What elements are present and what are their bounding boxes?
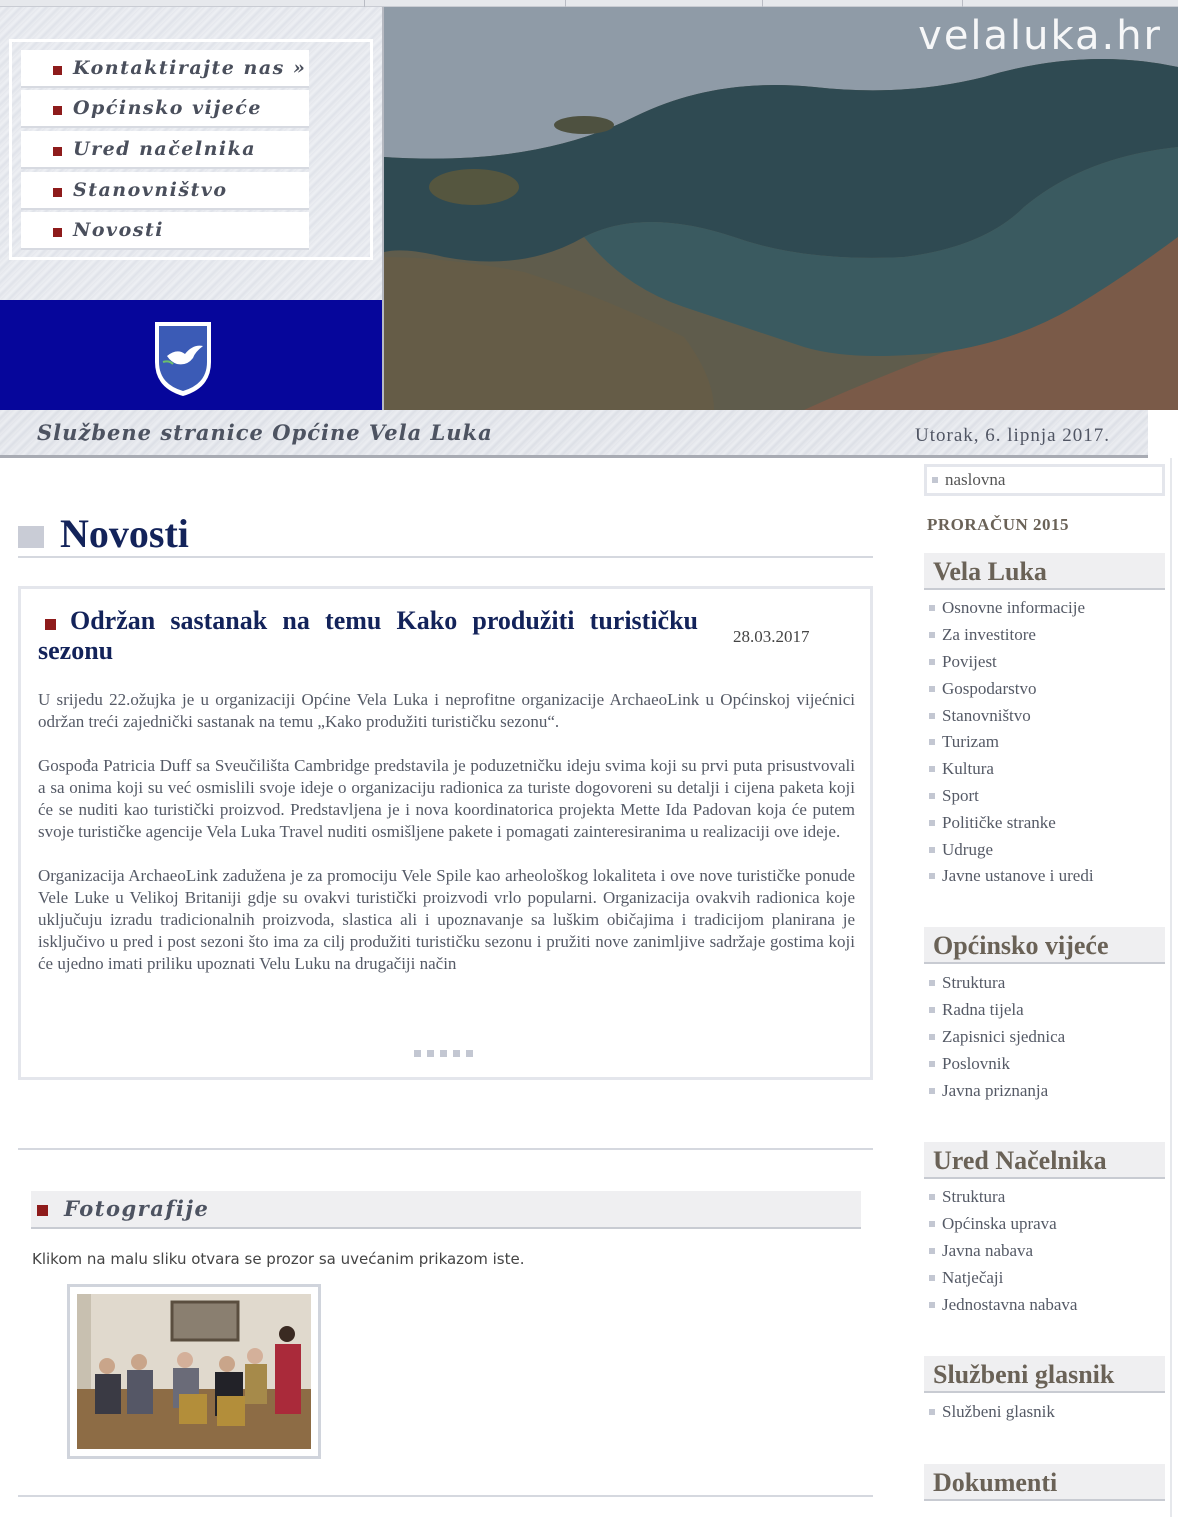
sidebar-link-label: Osnovne informacije [942,598,1086,618]
sidebar-link[interactable] [924,1211,1165,1238]
sidebar-link-label: Političke stranke [942,812,1056,832]
crest-panel [0,300,384,410]
article-title[interactable]: Održan sastanak na temu Kako produžiti turističku sezonu [38,606,698,665]
sidebar-link[interactable] [924,997,1165,1024]
bullet-icon [929,686,935,692]
sidebar-link[interactable] [924,809,1165,836]
page-title: Novosti [60,511,189,556]
article-date: 28.03.2017 [733,627,810,646]
section-list-council [924,970,1165,1104]
nav-label: Općinsko vijeće [73,97,262,119]
section-heading-council: Općinsko vijeće [924,927,1165,964]
section-heading-vela-luka: Vela Luka [924,553,1165,590]
sidebar-link-label: Kultura [942,759,994,779]
header-aerial-photo [384,7,1178,410]
bullet-icon [929,713,935,719]
article-body [38,689,855,997]
bullet-icon [929,1275,935,1281]
sidebar-link[interactable] [924,1264,1165,1291]
photos-heading: Fotografije [64,1196,210,1221]
news-article [18,586,873,1080]
bullet-icon [929,1221,935,1227]
sidebar-link[interactable] [924,1077,1165,1104]
sidebar-link[interactable] [924,1024,1165,1051]
coat-of-arms-logo[interactable] [151,318,215,398]
sidebar-border [1170,458,1172,1517]
bullet-icon [929,1034,935,1040]
sidebar-link-label: Javna nabava [942,1240,1034,1260]
sidebar-link-label: Struktura [942,1187,1006,1207]
sidebar-link[interactable] [924,970,1165,997]
divider [18,1148,873,1150]
sidebar-link-label: Gospodarstvo [942,678,1037,698]
bullet-icon [53,106,62,115]
sidebar-link[interactable] [924,702,1165,729]
sidebar-link[interactable] [924,729,1165,756]
bullet-icon [929,873,935,879]
budget-link[interactable]: PRORAČUN 2015 [927,515,1070,534]
sidebar-link-label: Udruge [942,839,993,859]
bullet-icon [929,766,935,772]
bullet-icon [929,793,935,799]
sidebar-link-label: Poslovnik [942,1053,1011,1073]
site-header [0,7,1178,410]
main-content [0,458,900,1517]
sidebar-link-label: Struktura [942,973,1006,993]
bullet-icon [929,1061,935,1067]
bullet-icon [53,188,62,197]
right-sidebar [924,458,1168,1517]
article-paragraph: Organizacija ArchaeoLink zadužena je za promociju Vele Spile kao arheološkog lokaliteta i ove nove turističke ponude Vele Luke u Velikoj Britaniji gdje su ovakvi turistički proizvodi vrlo popularni. Organizacija ovakvih radionica koje uključuju izradu tradicionalnih proizvoda, slastica ali i upoznavanje sa luškim običajima i tradicijom planirana je isključivo u pred i post sezoni što ima za cilj produžiti turističku sezonu i pružiti nove zanimljive sadržaje gostima koji će ujedno imati priliku upoznati Velu Luku na drugačiji način [38,866,855,973]
nav-mayor-office[interactable] [21,131,309,169]
bullet-icon [929,632,935,638]
sidebar-link[interactable] [924,1184,1165,1211]
bullet-icon [929,1194,935,1200]
site-title: velaluka.hr [918,13,1162,59]
sidebar-link-label: Službeni glasnik [942,1402,1055,1422]
sidebar-link[interactable] [924,1291,1165,1318]
section-list-vela-luka [924,595,1165,890]
bullet-icon [929,659,935,665]
sidebar-link[interactable] [924,649,1165,676]
bullet-icon [929,1302,935,1308]
home-label: naslovna [945,470,1006,489]
home-link[interactable] [924,464,1165,496]
bullet-icon [37,1205,48,1216]
sidebar-link-label: Javne ustanove i uredi [942,866,1094,886]
nav-contact[interactable] [21,50,309,88]
sidebar-link[interactable] [924,783,1165,810]
sidebar-link-label: Općinska uprava [942,1214,1057,1234]
bullet-icon [929,1409,935,1415]
square-icon [18,526,44,548]
sidebar-link-label: Stanovništvo [942,705,1031,725]
sidebar-link[interactable] [924,622,1165,649]
bullet-icon [53,66,62,75]
header-nav-panel [0,7,384,300]
sidebar-link-label: Zapisnici sjednica [942,1026,1066,1046]
section-heading-documents: Dokumenti [924,1464,1165,1501]
sidebar-link[interactable] [924,863,1165,890]
page-header [18,510,873,558]
nav-council[interactable] [21,90,309,128]
top-strip [0,0,1178,7]
bullet-icon [932,477,938,483]
tagline: Službene stranice Općine Vela Luka [37,420,493,445]
sidebar-link[interactable] [924,756,1165,783]
bullet-icon [53,147,62,156]
sidebar-link-label: Sport [942,785,979,805]
sidebar-link-label: Jednostavna nabava [942,1294,1078,1314]
sidebar-link[interactable] [924,1238,1165,1265]
sidebar-link-label: Povijest [942,651,997,671]
photo-thumbnail[interactable] [67,1284,321,1459]
article-paragraph: U srijedu 22.ožujka je u organizaciji Općine Vela Luka i neprofitne organizacije ArchaeoLink u Općinskoj vijećnici održan treći zajednički sastanak na temu „Kako produžiti turističku sezonu“. [38,690,855,731]
sidebar-link-label: Za investitore [942,625,1036,645]
bullet-icon [53,228,62,237]
current-date: Utorak, 6. lipnja 2017. [915,425,1111,446]
pagination-dots[interactable] [414,1050,473,1057]
bullet-icon [929,1248,935,1254]
section-list-gazette [924,1399,1165,1426]
section-list-mayor-office [924,1184,1165,1318]
nav-label: Ured načelnika [73,138,257,160]
section-heading-gazette: Službeni glasnik [924,1356,1165,1393]
photos-note: Klikom na malu sliku otvara se prozor sa uvećanim prikazom iste. [32,1250,525,1268]
nav-news[interactable] [21,212,309,250]
main-nav [9,39,373,260]
sidebar-link-label: Javna priznanja [942,1080,1049,1100]
nav-label: Stanovništvo [73,179,228,201]
article-paragraph: Gospođa Patricia Duff sa Sveučilišta Cambridge predstavila je poduzetničku ideju svima koji su prvi puta prisustvovali a sa onima koji su već osmislili svoje ideje o organizaciju radionica za turiste dogovoreni su detalji i cijena paketa koji će se nuditi kao turistički proizvod. Predstavljena je i nova koordinatorica projekta Mette Ida Padovan koja će putem svoje turističke agencije Vela Luka Travel nuditi osmišljene pakete i pomagati zainteresiranima u realizaciji ove ideje. [38,756,855,841]
sidebar-link-label: Radna tijela [942,1000,1024,1020]
bullet-icon [929,847,935,853]
bullet-icon [929,980,935,986]
sidebar-link[interactable] [924,675,1165,702]
photos-header [31,1191,861,1229]
sidebar-link-label: Turizam [942,732,999,752]
section-heading-mayor-office: Ured Načelnika [924,1142,1165,1179]
sidebar-link-label: Natječaji [942,1267,1004,1287]
nav-population[interactable] [21,172,309,210]
bullet-icon [929,1088,935,1094]
divider [18,1495,873,1497]
sidebar-link[interactable] [924,1399,1165,1426]
sidebar-link[interactable] [924,595,1165,622]
subheader-bar [0,410,1148,458]
bullet-icon [929,1007,935,1013]
sidebar-link[interactable] [924,1050,1165,1077]
bullet-icon [929,820,935,826]
sidebar-link[interactable] [924,836,1165,863]
bullet-icon [929,605,935,611]
meeting-photo [77,1294,311,1449]
nav-label: Novosti [73,219,164,241]
bullet-icon [929,739,935,745]
nav-label: Kontaktirajte nas » [73,57,307,79]
